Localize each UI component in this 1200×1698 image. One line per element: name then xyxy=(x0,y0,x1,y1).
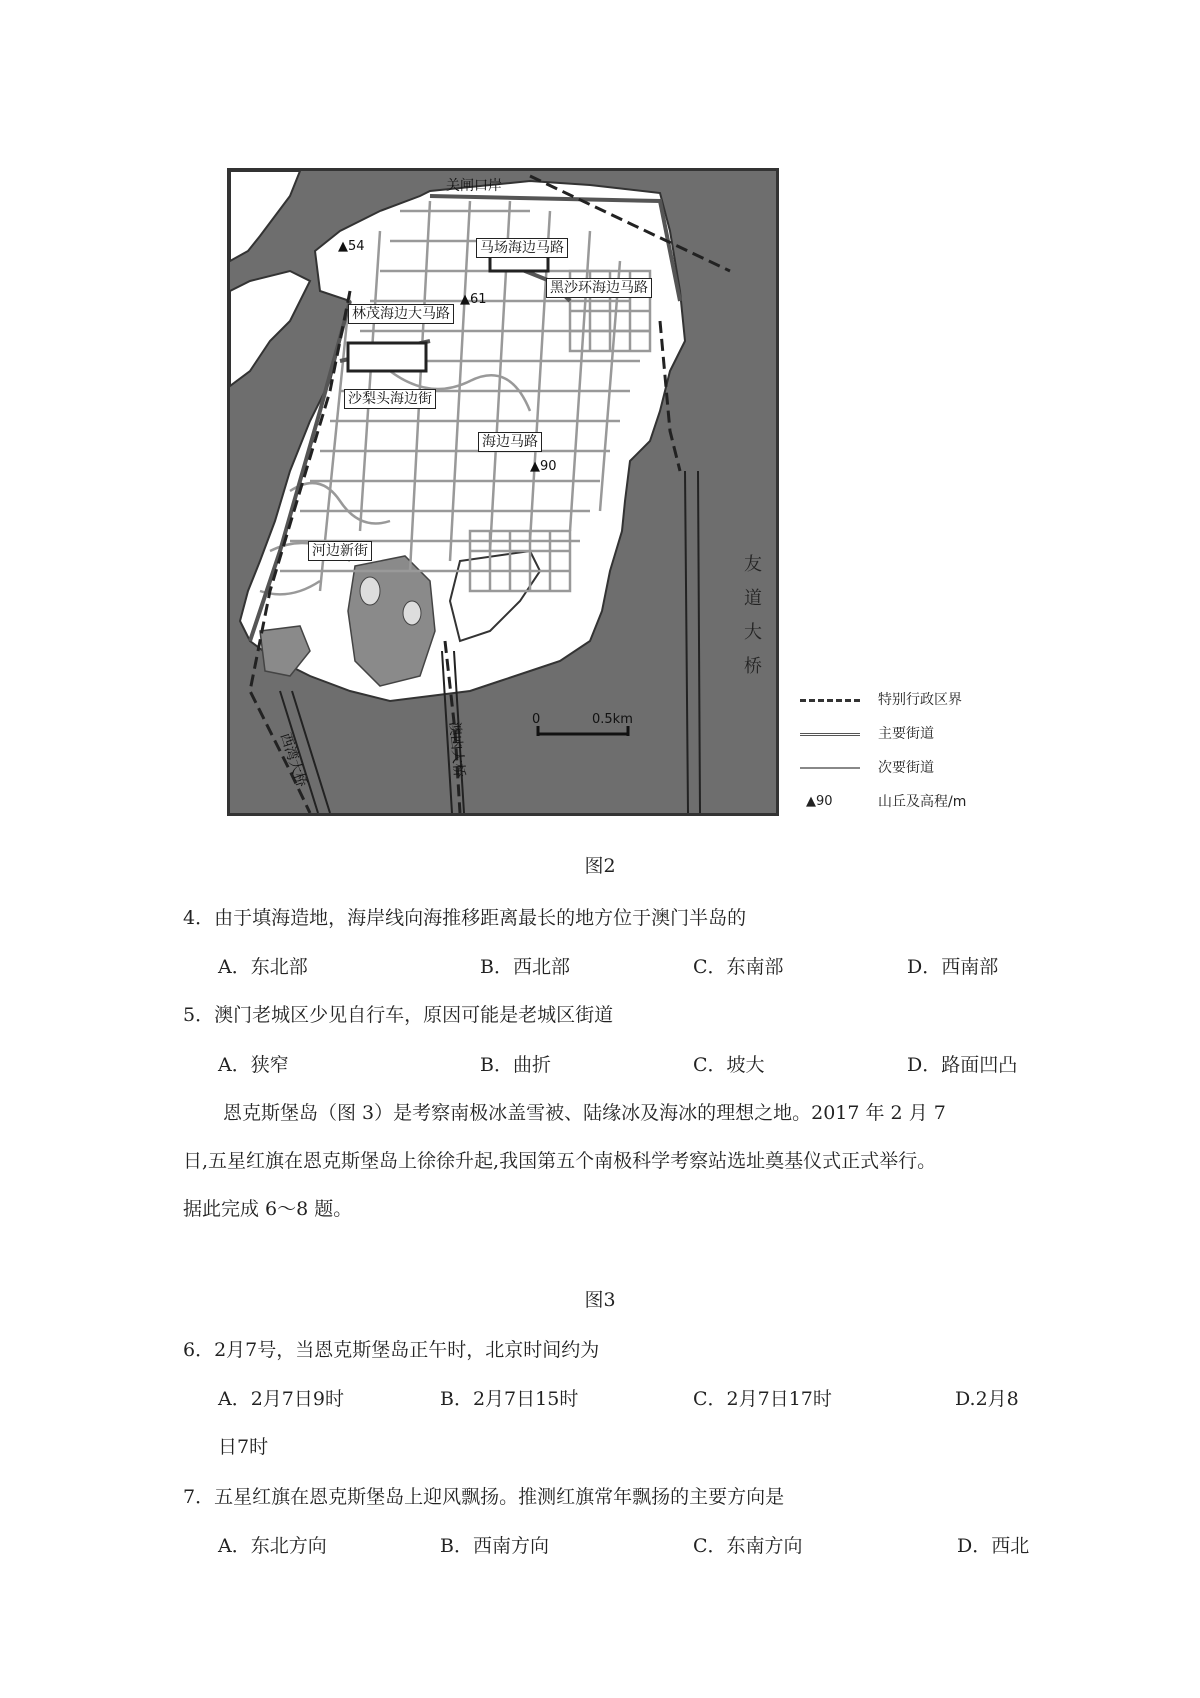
question-6-continuation: 日7时 xyxy=(218,1436,269,1458)
map-drawing xyxy=(230,171,776,813)
question-4-stem: 4．由于填海造地，海岸线向海推移距离最长的地方位于澳门半岛的 xyxy=(183,907,747,929)
legend-label: 特别行政区界 xyxy=(878,692,962,708)
land-west-outcrop xyxy=(230,271,310,386)
label-street-hb: 海边马路 xyxy=(478,432,542,452)
land-northwest-island xyxy=(230,171,300,261)
figure-3-caption: 图3 xyxy=(584,1289,616,1311)
figure-2-caption: 图2 xyxy=(584,855,616,877)
question-6-stem: 6．2月7号，当恩克斯堡岛正午时，北京时间约为 xyxy=(183,1339,600,1361)
question-4-option-b: B．西北部 xyxy=(480,956,570,978)
question-7-option-d: D．西北 xyxy=(957,1535,1030,1557)
legend-row-main-street xyxy=(800,724,1000,744)
label-bridge-aozai: 澳凼大桥 xyxy=(446,721,467,779)
label-street-lm: 林茂海边大马路 xyxy=(348,304,454,324)
question-7-option-a: A．东北方向 xyxy=(218,1535,327,1557)
legend-label: 山丘及高程/m xyxy=(878,794,967,810)
question-4-option-c: C．东南部 xyxy=(693,956,784,978)
question-7-option-b: B．西南方向 xyxy=(440,1535,549,1557)
peak-90: ▲90 xyxy=(530,459,557,474)
legend-label: 次要街道 xyxy=(878,760,934,776)
legend-row-peak xyxy=(800,792,1000,812)
reclaimed-strip-lm xyxy=(348,343,426,371)
figure-2-map xyxy=(227,168,779,816)
question-6-option-b: B．2月7日15时 xyxy=(440,1388,579,1410)
single-line-icon xyxy=(800,767,860,769)
scale-distance: 0.5km xyxy=(592,712,633,727)
question-5-option-c: C．坡大 xyxy=(693,1054,765,1076)
triangle-icon: ▲90 xyxy=(806,794,833,809)
label-bridge-xiwan: 西湾大桥 xyxy=(276,731,310,790)
label-street-slt: 沙梨头海边街 xyxy=(344,389,436,409)
peak-54: ▲54 xyxy=(338,239,365,254)
islet-1 xyxy=(360,577,380,605)
legend-label: 主要街道 xyxy=(878,726,934,742)
lake-south-center xyxy=(348,556,435,686)
label-bridge-friend: 友 道 大 桥 xyxy=(744,554,762,677)
dashed-line-icon xyxy=(800,699,860,702)
question-5-option-d: D．路面凹凸 xyxy=(907,1054,1018,1076)
label-street-hbx: 河边新街 xyxy=(308,541,372,561)
label-border-port: 关闸口岸 xyxy=(446,178,502,194)
intro-line-1: 恩克斯堡岛（图 3）是考察南极冰盖雪被、陆缘冰及海冰的理想之地。2017 年 2 月 7 xyxy=(223,1102,946,1124)
question-4-option-a: A．东北部 xyxy=(218,956,308,978)
intro-line-3: 据此完成 6～8 题。 xyxy=(183,1198,353,1220)
question-4-option-d: D．西南部 xyxy=(907,956,999,978)
legend-row-minor-street xyxy=(800,758,1000,778)
question-5-option-a: A．狭窄 xyxy=(218,1054,289,1076)
question-7-stem: 7．五星红旗在恩克斯堡岛上迎风飘扬。推测红旗常年飘扬的主要方向是 xyxy=(183,1486,785,1508)
islet-2 xyxy=(403,601,421,625)
question-5-option-b: B．曲折 xyxy=(480,1054,551,1076)
label-street-hsw: 黑沙环海边马路 xyxy=(546,278,652,298)
question-6-option-a: A．2月7日9时 xyxy=(218,1388,344,1410)
question-7-option-c: C．东南方向 xyxy=(693,1535,803,1557)
question-6-option-d: D.2月8 xyxy=(955,1388,1019,1410)
scale-zero: 0 xyxy=(532,712,541,727)
legend-row-boundary xyxy=(800,690,1000,710)
question-6-option-c: C．2月7日17时 xyxy=(693,1388,832,1410)
peak-61: ▲61 xyxy=(460,292,487,307)
label-street-mc: 马场海边马路 xyxy=(476,238,568,258)
double-line-icon xyxy=(800,733,860,739)
question-5-stem: 5．澳门老城区少见自行车，原因可能是老城区街道 xyxy=(183,1004,614,1026)
intro-line-2: 日,五星红旗在恩克斯堡岛上徐徐升起,我国第五个南极科学考察站选址奠基仪式正式举行。 xyxy=(183,1150,937,1172)
